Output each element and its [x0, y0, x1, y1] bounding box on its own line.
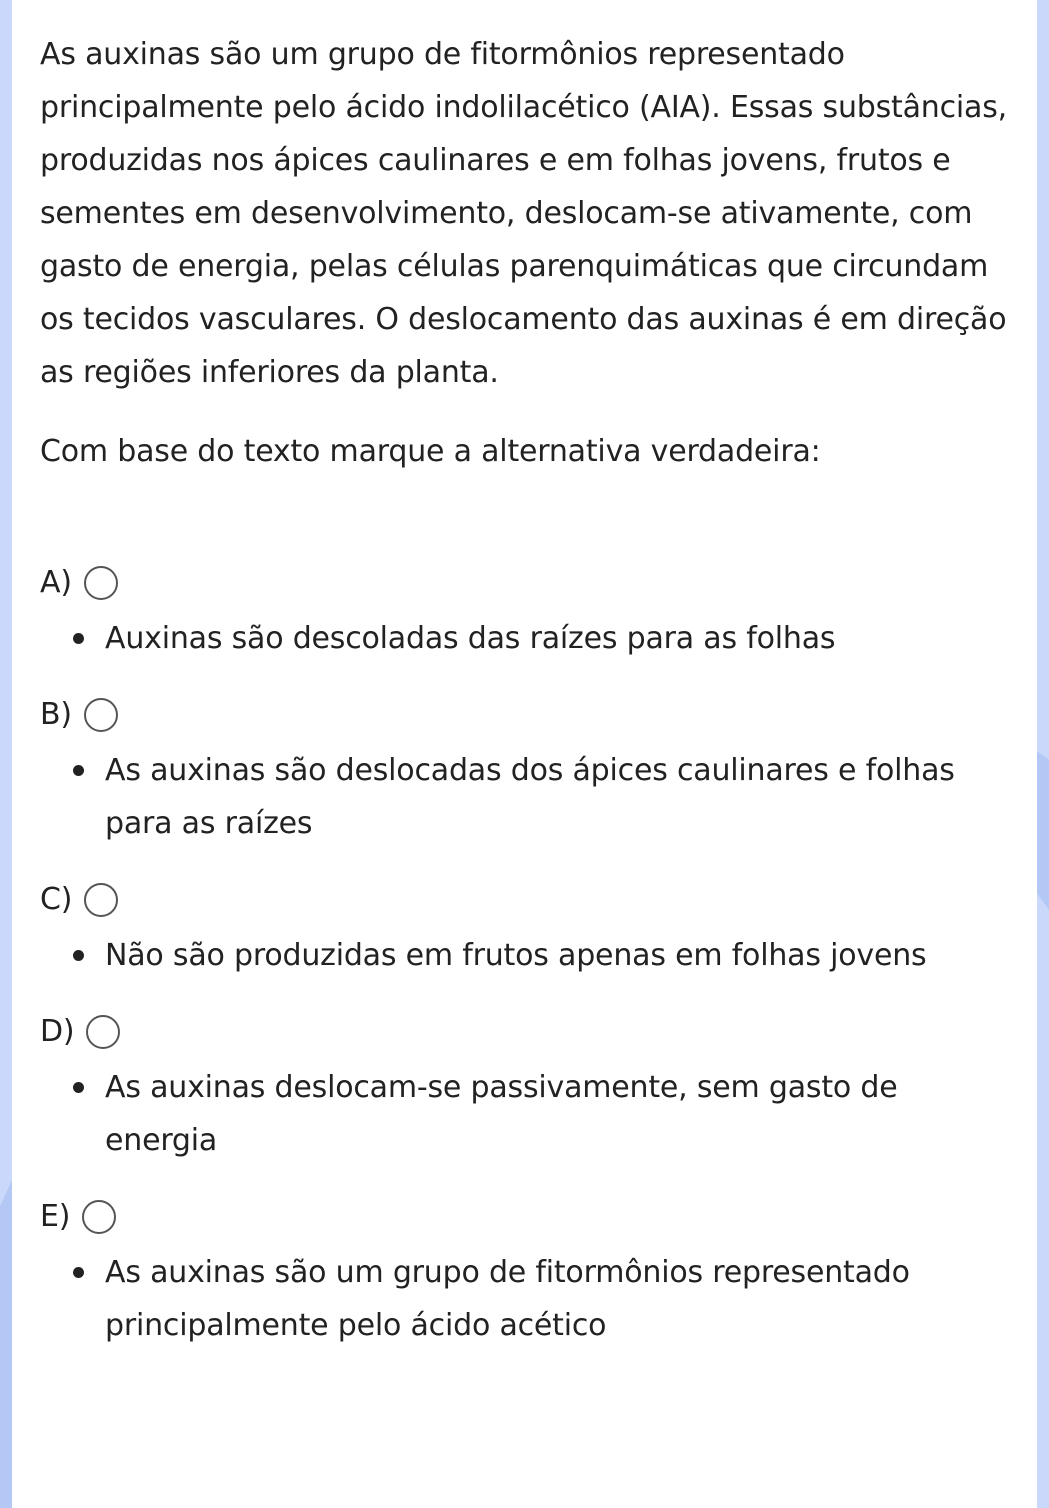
option-d-radio[interactable]: [86, 1015, 120, 1049]
option-c-radio[interactable]: [84, 883, 118, 917]
option-a: [40, 557, 1015, 665]
option-e-radio[interactable]: [82, 1200, 116, 1234]
option-letter: B): [40, 697, 72, 732]
option-a-text[interactable]: Auxinas são descoladas das raízes para as folhas: [105, 621, 836, 656]
bullet-icon: [73, 1267, 84, 1278]
option-a-radio[interactable]: [84, 566, 118, 600]
option-d: [40, 1006, 1015, 1167]
bullet-icon: [73, 765, 84, 776]
option-letter: E): [40, 1199, 71, 1234]
option-letter: D): [40, 1014, 75, 1049]
question-card: [12, 0, 1037, 1508]
bullet-icon: [73, 1082, 84, 1093]
option-d-text[interactable]: As auxinas deslocam-se passivamente, sem gasto de energia: [105, 1070, 898, 1158]
option-b-radio[interactable]: [84, 698, 118, 732]
option-letter: A): [40, 565, 72, 600]
bullet-icon: [73, 950, 84, 961]
option-c-text[interactable]: Não são produzidas em frutos apenas em folhas jovens: [105, 938, 927, 973]
answer-options: [40, 557, 1015, 1352]
background-decoration-left: [0, 1180, 12, 1508]
question-passage: As auxinas são um grupo de fitormônios representado principalmente pelo ácido indolilacético (AIA). Essas substâncias, produzidas nos ápices caulinares e em folhas jovens, frutos e sementes em desenvolvimento, deslocam-se ativamente, com gasto de energia, pelas células parenquimáticas que circundam os tecidos vasculares. O deslocamento das auxinas é em direção as regiões inferiores da planta.: [40, 37, 1008, 390]
option-e: [40, 1191, 1015, 1352]
question-content: [40, 28, 1015, 1376]
option-b-text[interactable]: As auxinas são deslocadas dos ápices caulinares e folhas para as raízes: [105, 753, 955, 841]
question-prompt: Com base do texto marque a alternativa verdadeira:: [40, 434, 821, 469]
option-b: [40, 689, 1015, 850]
option-e-text[interactable]: As auxinas são um grupo de fitormônios representado principalmente pelo ácido acético: [105, 1255, 910, 1343]
option-letter: C): [40, 882, 73, 917]
background-decoration-right: [1035, 750, 1049, 910]
bullet-icon: [73, 633, 84, 644]
option-c: [40, 874, 1015, 982]
